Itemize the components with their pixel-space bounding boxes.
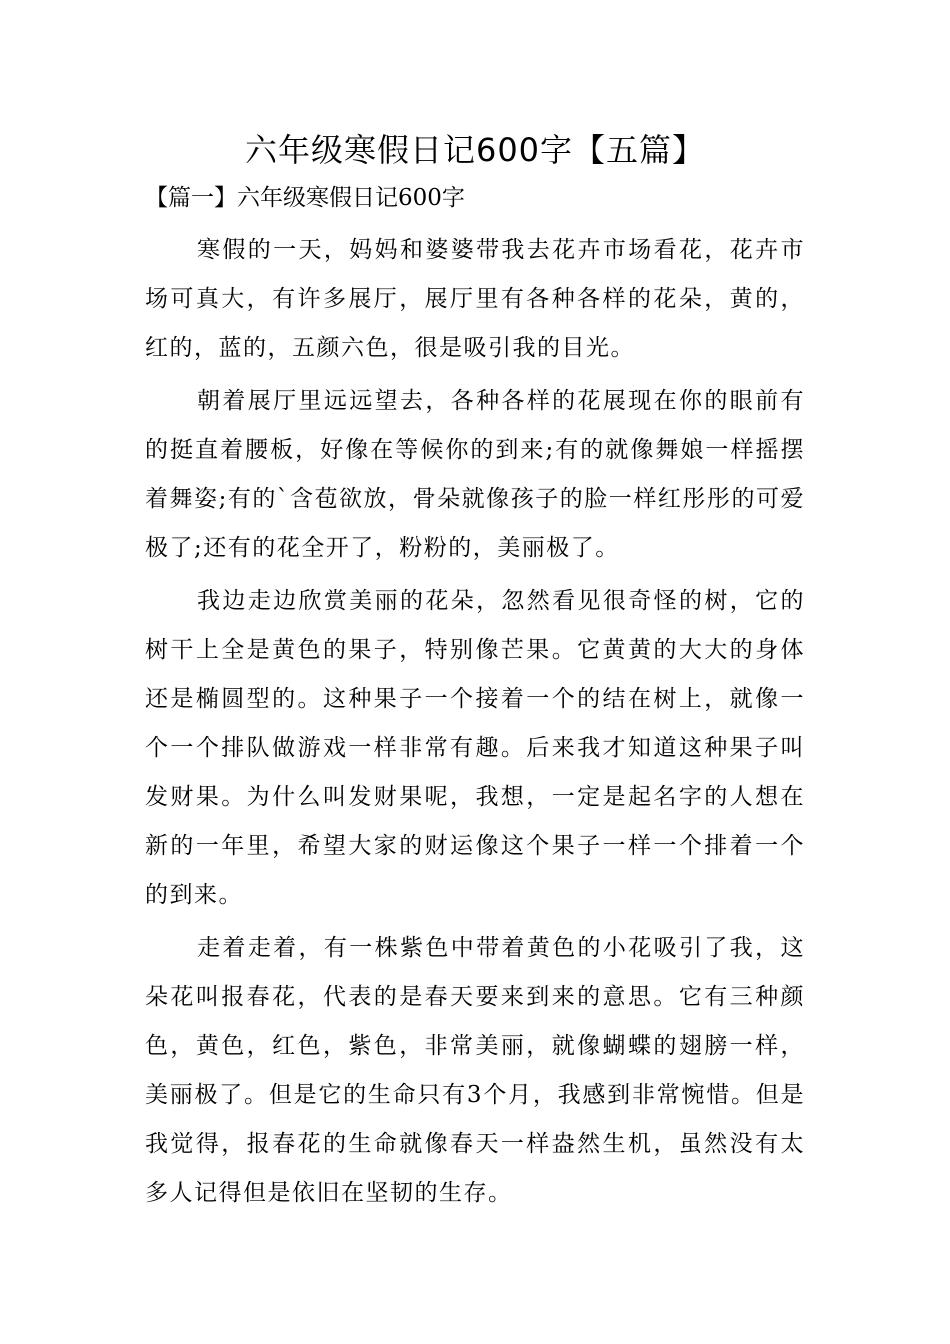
section-heading: 【篇一】六年级寒假日记600字 bbox=[145, 185, 465, 211]
paragraph-2: 朝着展厅里远远望去，各种各样的花展现在你的眼前有的挺直着腰板，好像在等候你的到来;有的就像舞娘一样摇摆着舞姿;有的`含苞欲放，骨朵就像孩子的脸一样红彤彤的可爱极了;还有的花全开了，粉粉的，美丽极了。 bbox=[145, 388, 805, 561]
paragraph-4: 走着走着，有一株紫色中带着黄色的小花吸引了我，这朵花叫报春花，代表的是春天要来到来的意思。它有三种颜色，黄色，红色，紫色，非常美丽，就像蝴蝶的翅膀一样，美丽极了。但是它的生命只有3个月，我感到非常惋惜。但是我觉得，报春花的生命就像春天一样盎然生机，虽然没有太多人记得但是依旧在坚韧的生存。 bbox=[145, 935, 805, 1206]
document-title: 六年级寒假日记600字【五篇】 bbox=[244, 131, 706, 169]
paragraph-3: 我边走边欣赏美丽的花朵，忽然看见很奇怪的树，它的树干上全是黄色的果子，特别像芒果。它黄黄的大大的身体还是椭圆型的。这种果子一个接着一个的结在树上，就像一个一个排队做游戏一样非常有趣。后来我才知道这种果子叫发财果。为什么叫发财果呢，我想，一定是起名字的人想在新的一年里，希望大家的财运像这个果子一样一个排着一个的到来。 bbox=[145, 588, 805, 908]
paragraph-1: 寒假的一天，妈妈和婆婆带我去花卉市场看花，花卉市场可真大，有许多展厅，展厅里有各种各样的花朵，黄的，红的，蓝的，五颜六色，很是吸引我的目光。 bbox=[145, 237, 805, 361]
document-body bbox=[145, 226, 805, 1222]
